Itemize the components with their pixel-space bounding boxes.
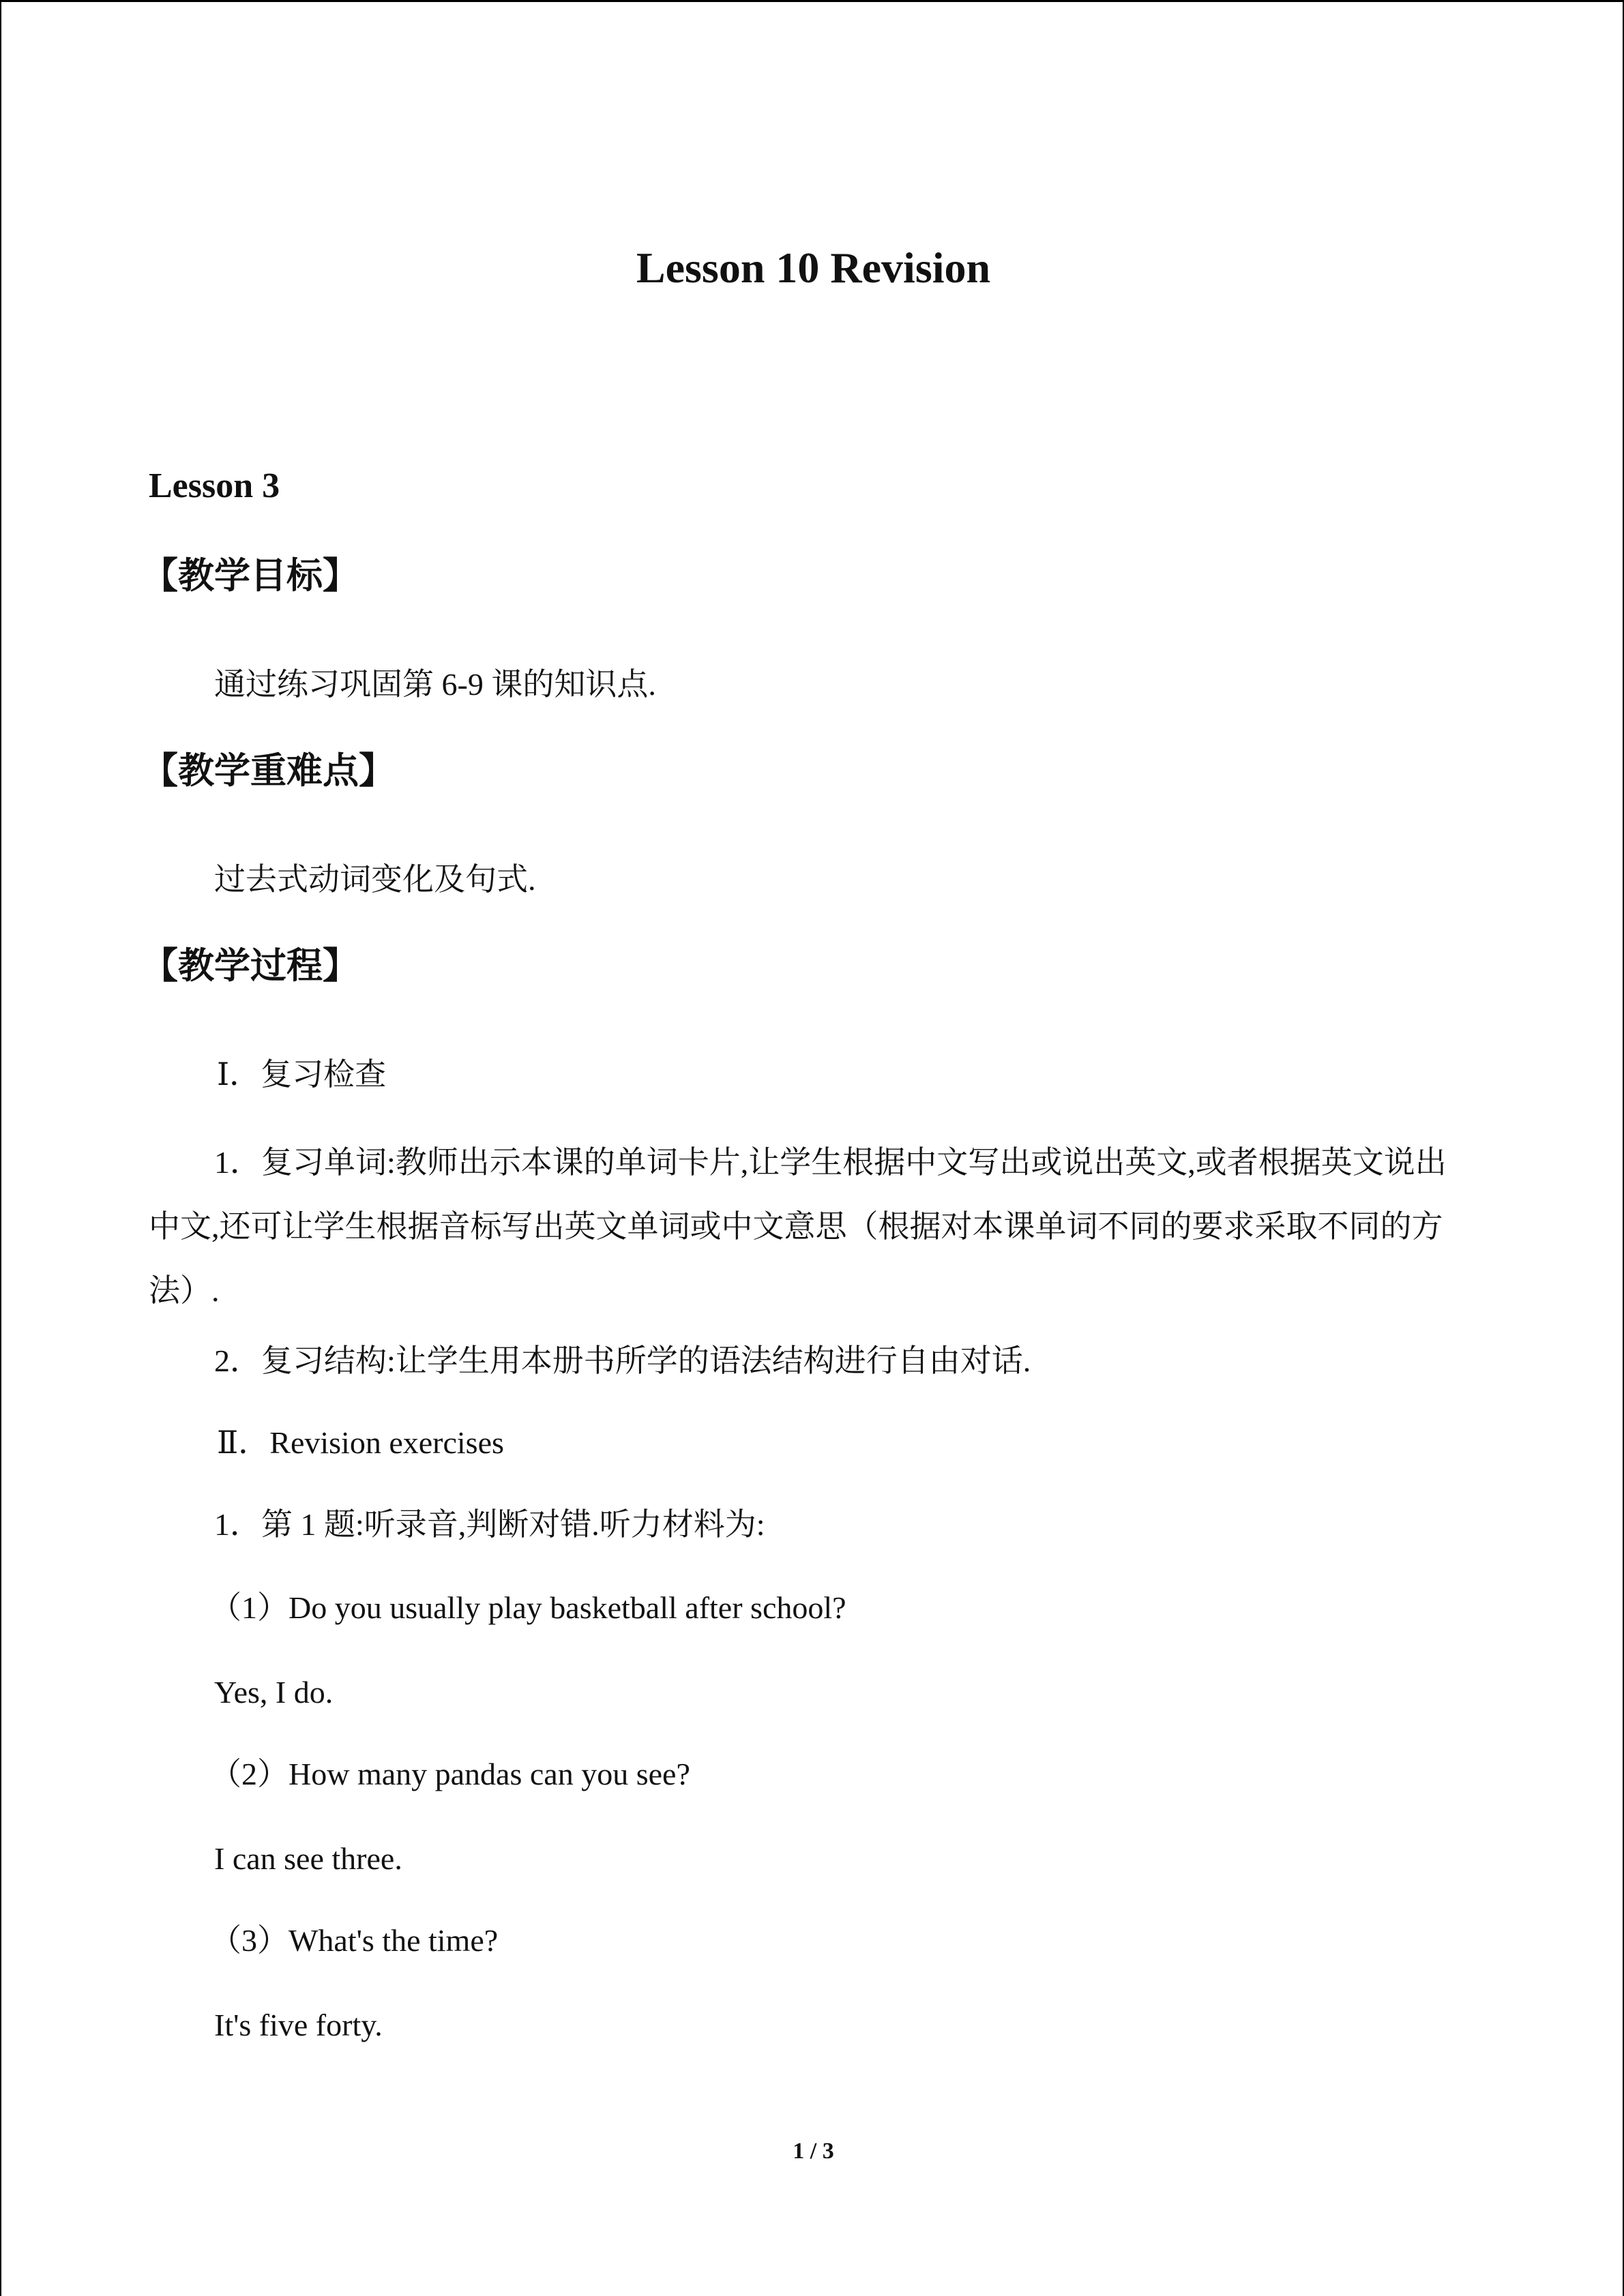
step1-title: Ⅰ．复习检查 — [217, 1057, 387, 1092]
dialogue-2-answer: I can see three. — [214, 1841, 402, 1876]
objectives-text: 通过练习巩固第 6-9 课的知识点. — [214, 667, 656, 702]
step2-item1: 1．第 1 题:听录音,判断对错.听力材料为: — [214, 1507, 765, 1542]
dialogue-3-question: （3）What's the time? — [210, 1923, 499, 1958]
dialogue-1-answer: Yes, I do. — [214, 1675, 334, 1710]
heading-key-difficulties: 【教学重难点】 — [142, 750, 395, 792]
heading-teaching-process: 【教学过程】 — [142, 945, 359, 987]
step2-title: Ⅱ．Revision exercises — [217, 1425, 504, 1460]
step1-item1-paragraph: 1．复习单词:教师出示本课的单词卡片,让学生根据中文写出或说出英文,或者根据英文说出中文,还可让学生根据音标写出英文单词或中文意思（根据对本课单词不同的要求采取不同的方法）. — [149, 1145, 1447, 1308]
step1-item2: 2．复习结构:让学生用本册书所学的语法结构进行自由对话. — [214, 1343, 1031, 1378]
dialogue-1-question: （1）Do you usually play basketball after school? — [210, 1590, 846, 1625]
dialogue-2-question: （2）How many pandas can you see? — [210, 1757, 690, 1791]
heading-teaching-objectives: 【教学目标】 — [142, 555, 359, 597]
lesson-label: Lesson 3 — [149, 466, 280, 505]
document-title: Lesson 10 Revision — [636, 243, 991, 292]
difficulties-text: 过去式动词变化及句式. — [214, 862, 536, 897]
page-number: 1 / 3 — [793, 2138, 834, 2164]
dialogue-3-answer: It's five forty. — [214, 2008, 383, 2042]
